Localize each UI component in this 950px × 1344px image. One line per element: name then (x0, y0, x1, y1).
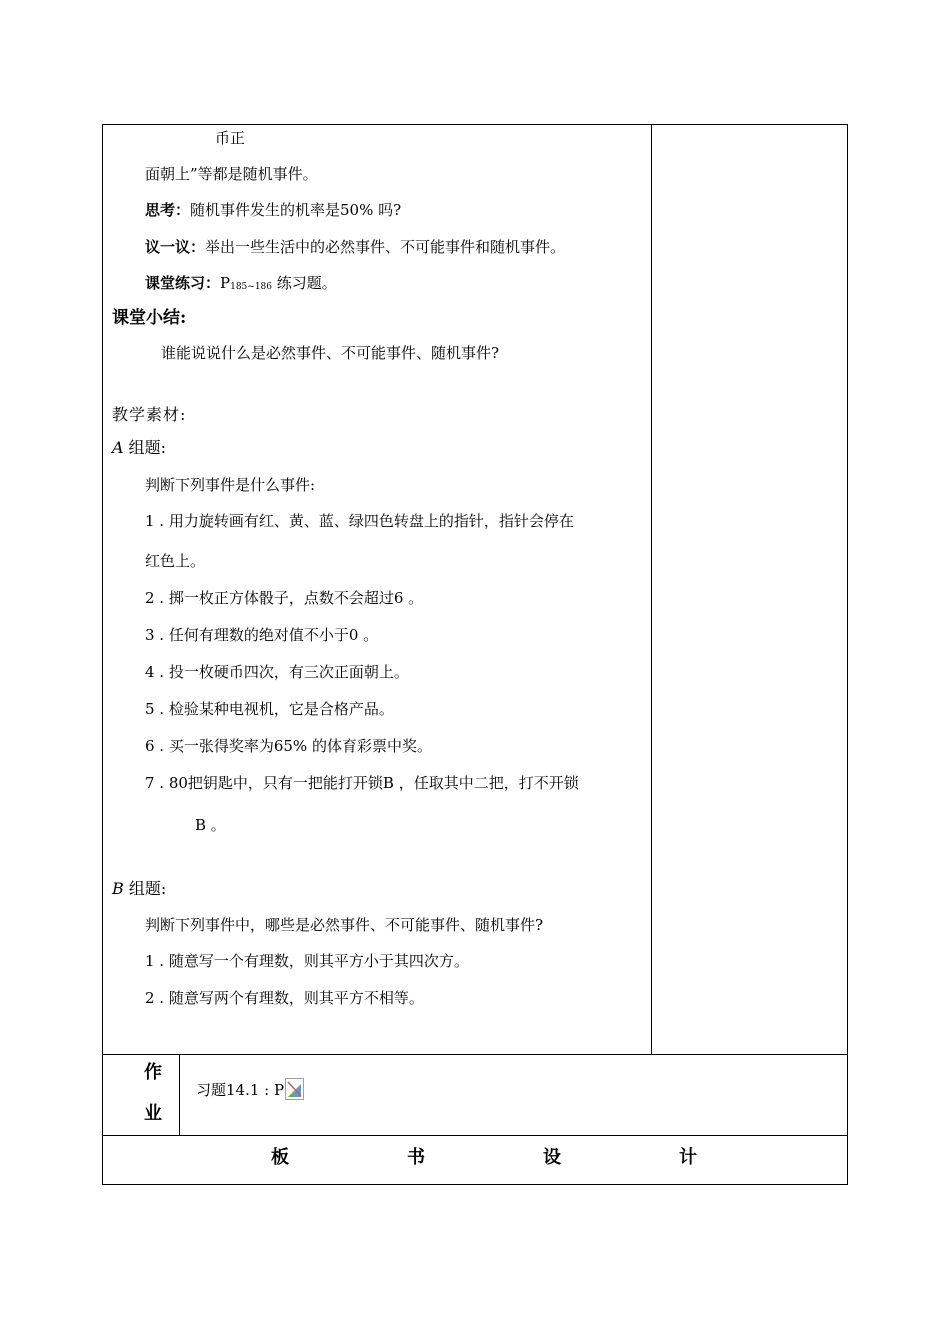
group-a-intro: 判断下列事件是什么事件: (145, 476, 316, 494)
summary-heading: 课堂小结: (112, 308, 187, 328)
group-b-item: 2 . 随意写两个有理数，则其平方不相等。 (145, 989, 424, 1007)
practice-label: 课堂练习： (145, 274, 221, 292)
discuss-label: 议一议： (145, 238, 206, 256)
group-a-item: 7 . 80把钥匙中，只有一把能打开锁B ，任取其中二把，打不开锁 (145, 774, 579, 792)
text-line-random-events: 面朝上”等都是随机事件。 (145, 165, 318, 183)
broken-image-icon (285, 1078, 304, 1100)
practice-page: P (220, 274, 231, 292)
group-b-heading (112, 879, 166, 899)
group-a-item: 1 . 用力旋转画有红、黄、蓝、绿四色转盘上的指针，指针会停在 (145, 512, 574, 530)
homework-top-rule (102, 1054, 848, 1055)
group-b-item: 1 . 随意写一个有理数，则其平方小于其四次方。 (145, 952, 469, 970)
materials-heading: 教学素材: (112, 405, 187, 424)
discuss-text: 举出一些生活中的必然事件、不可能事件和随机事件。 (205, 238, 566, 256)
practice-tail: 练习题。 (272, 274, 337, 292)
board-design-char: 书 (407, 1147, 425, 1168)
group-a-item: 3 . 任何有理数的绝对值不小于0 。 (145, 626, 379, 644)
group-a-item: 6 . 买一张得奖率为65% 的体育彩票中奖。 (145, 737, 432, 755)
group-a-item: 2 . 掷一枚正方体骰子，点数不会超过6 。 (145, 589, 424, 607)
practice-line (145, 273, 337, 297)
homework-text: 习题14.1 : P (196, 1081, 285, 1099)
homework-text-line (196, 1078, 304, 1100)
board-design-char: 计 (679, 1147, 697, 1168)
group-b-intro: 判断下列事件中，哪些是必然事件、不可能事件、随机事件? (145, 916, 544, 934)
board-design-char: 板 (271, 1147, 289, 1168)
group-b-title: 组题: (123, 879, 167, 898)
think-line (145, 200, 401, 220)
group-a-item: 红色上。 (145, 552, 206, 570)
board-design-char: 设 (543, 1147, 561, 1168)
group-b-letter: B (112, 879, 124, 898)
group-a-item: 5 . 检验某种电视机，它是合格产品。 (145, 700, 394, 718)
homework-label-bottom: 业 (144, 1103, 162, 1124)
group-a-title: 组题: (123, 438, 167, 457)
discuss-line (145, 237, 565, 257)
group-a-heading (112, 438, 166, 458)
think-text: 随机事件发生的机率是50% 吗? (190, 201, 402, 219)
think-label: 思考： (145, 201, 191, 219)
homework-label-divider (179, 1054, 180, 1135)
summary-text: 谁能说说什么是必然事件、不可能事件、随机事件? (161, 344, 500, 362)
group-a-letter: A (112, 438, 124, 457)
homework-label-top: 作 (144, 1062, 162, 1083)
practice-page-range: 185~186 (230, 282, 273, 292)
group-a-item: B 。 (195, 816, 226, 834)
notes-column-divider (651, 124, 652, 1054)
group-a-item: 4 . 投一枚硬币四次，有三次正面朝上。 (145, 663, 409, 681)
text-line-continuation: 币正 (215, 129, 246, 147)
board-top-rule (102, 1135, 848, 1136)
